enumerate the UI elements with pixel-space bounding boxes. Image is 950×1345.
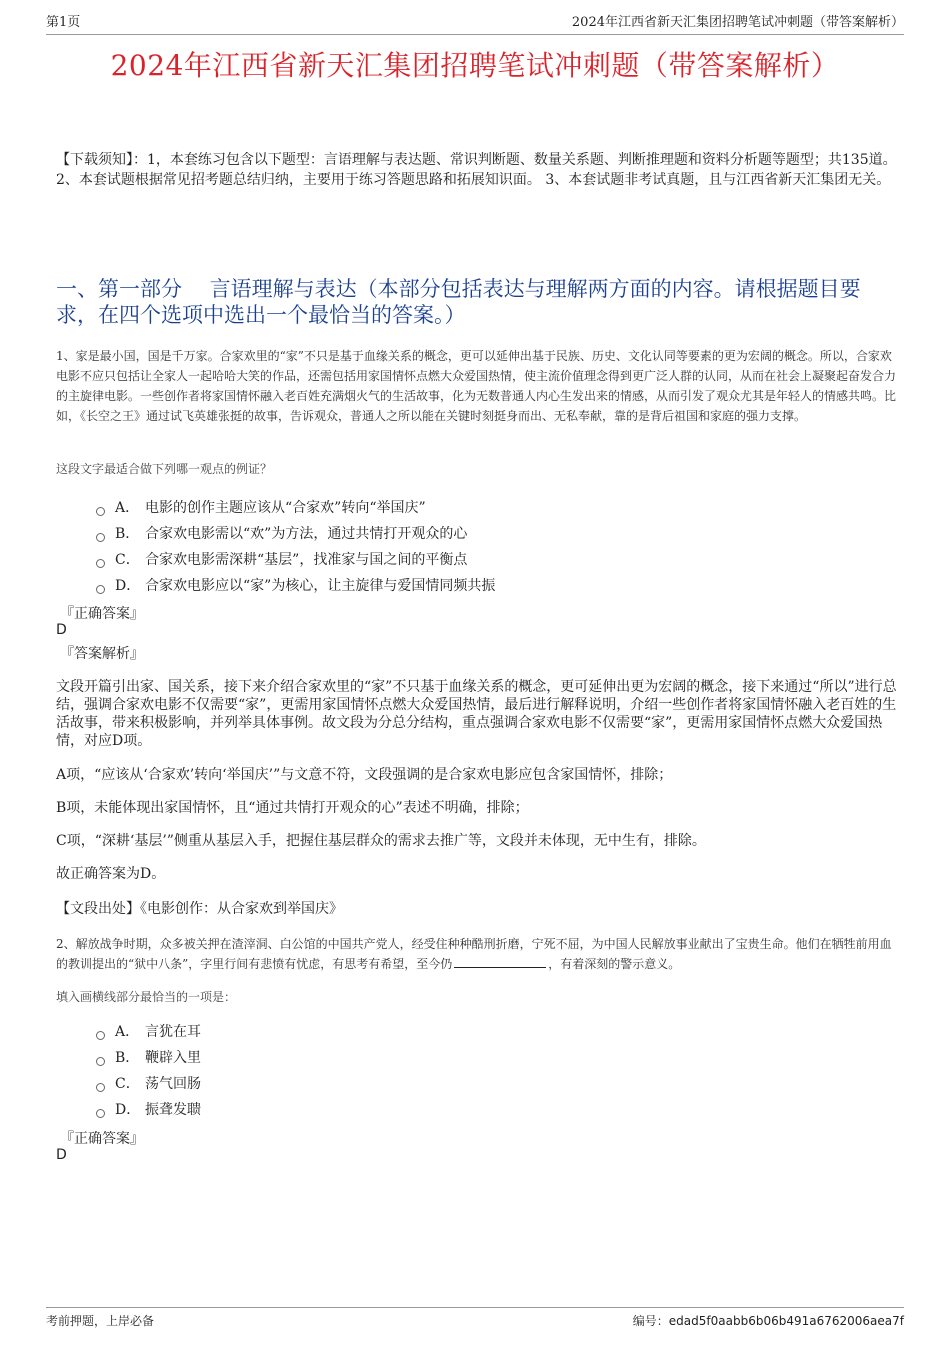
option-text: 振聋发聩 xyxy=(145,1102,201,1118)
question-1-stem: 这段文字最适合做下列哪一观点的例证？ xyxy=(56,462,273,476)
radio-icon[interactable] xyxy=(96,559,105,568)
radio-icon[interactable] xyxy=(96,1057,105,1066)
page-header xyxy=(46,14,904,35)
option-text: 合家欢电影需深耕“基层”，找准家与国之间的平衡点 xyxy=(145,552,468,568)
option-text: 合家欢电影需以“欢”为方法，通过共情打开观众的心 xyxy=(145,526,468,542)
option-text: 言犹在耳 xyxy=(145,1024,201,1040)
option-b[interactable]: B． 鞭辟入里 xyxy=(96,1044,856,1070)
footer-slogan: 考前押题，上岸必备 xyxy=(46,1314,155,1328)
section-heading: 一、第一部分 言语理解与表达（本部分包括表达与理解两方面的内容。请根据题目要求，在四个选项中选出一个最恰当的答案。） xyxy=(56,277,861,327)
correct-answer: D xyxy=(56,622,67,638)
page-title: 2024年江西省新天汇集团招聘笔试冲刺题（带答案解析） xyxy=(110,49,840,82)
analysis-option-b: B项，未能体现出家国情怀，且“通过共情打开观众的心”表述不明确，排除； xyxy=(56,800,529,816)
radio-icon[interactable] xyxy=(96,585,105,594)
option-a[interactable]: A． 电影的创作主题应该从“合家欢”转向“举国庆” xyxy=(96,494,856,520)
correct-answer: D xyxy=(56,1147,67,1163)
option-b[interactable]: B． 合家欢电影需以“欢”为方法，通过共情打开观众的心 xyxy=(96,520,856,546)
footer-code: 编号：edad5f0aabb6b06b491a6762006aea7f xyxy=(632,1314,904,1328)
option-text: 电影的创作主题应该从“合家欢”转向“举国庆” xyxy=(145,500,426,516)
option-text: 鞭辟入里 xyxy=(145,1050,201,1066)
passage-source: 【文段出处】《电影创作：从合家欢到举国庆》 xyxy=(56,901,343,917)
option-c[interactable]: C． 荡气回肠 xyxy=(96,1070,856,1096)
correct-answer-label: 『正确答案』 xyxy=(60,1131,144,1147)
radio-icon[interactable] xyxy=(96,533,105,542)
analysis-paragraph: 文段开篇引出家、国关系，接下来介绍合家欢里的“家”不只基于血缘关系的概念，更可延伸出更为宏阔的概念，接下来通过“所以”进行总结，强调合家欢电影不仅需要“家”，更需用家国情怀点燃大众爱国热情，最后进行解释说明，介绍一些创作者将家国情怀融入老百姓的生活故事，带来积极影响，并列举具体事例。故文段为分总分结构，重点强调合家欢电影不仅需要“家”，更需用家国情怀点燃大众爱国热情，对应D项。 xyxy=(56,679,897,749)
option-c[interactable]: C． 合家欢电影需深耕“基层”，找准家与国之间的平衡点 xyxy=(96,546,856,572)
analysis-option-c: C项，“深耕‘基层’”侧重从基层入手，把握住基层群众的需求去推广等，文段并未体现，无中生有，排除。 xyxy=(56,833,706,849)
radio-icon[interactable] xyxy=(96,1031,105,1040)
option-d[interactable]: D． 合家欢电影应以“家”为核心，让主旋律与爱国情同频共振 xyxy=(96,572,856,598)
radio-icon[interactable] xyxy=(96,507,105,516)
question-1-options xyxy=(96,494,856,598)
fill-blank xyxy=(454,967,546,968)
page-number: 第1页 xyxy=(46,15,81,30)
download-notice: 【下载须知】：1，本套练习包含以下题型：言语理解与表达题、常识判断题、数量关系题、判断推理题和资料分析题等题型；共135道。 2、本套试题根据常见招考题总结归纳，主要用于练习答题思路和拓展知识面。 3、本套试题非考试真题，且与江西省新天汇集团无关。 xyxy=(56,152,897,188)
correct-answer-label: 『正确答案』 xyxy=(60,606,144,622)
question-2-options xyxy=(96,1018,856,1122)
option-d[interactable]: D． 振聋发聩 xyxy=(96,1096,856,1122)
radio-icon[interactable] xyxy=(96,1109,105,1118)
page-footer xyxy=(46,1307,904,1334)
question-2-stem: 填入画横线部分最恰当的一项是： xyxy=(56,990,237,1004)
option-a[interactable]: A． 言犹在耳 xyxy=(96,1018,856,1044)
question-1-text: 1、家是最小国，国是千万家。合家欢里的“家”不只是基于血缘关系的概念，更可以延伸出基于民族、历史、文化认同等要素的更为宏阔的概念。所以，合家欢电影不应只包括让全家人一起哈哈大笑的作品，还需包括用家国情怀点燃大众爱国热情，使主流价值理念得到更广泛人群的认同，从而在社会上凝聚起奋发合力的主旋律电影。一些创作者将家国情怀融入老百姓充满烟火气的生活故事，化为无数普通人内心生发出来的情感，从而引发了观众尤其是年轻人的情感共鸣。比如，《长空之王》通过试飞英雄张挺的故事，告诉观众，普通人之所以能在关键时刻挺身而出、无私奉献，靠的是背后祖国和家庭的强力支撑。 xyxy=(56,349,897,423)
analysis-conclusion: 故正确答案为D。 xyxy=(56,866,166,882)
option-text: 荡气回肠 xyxy=(145,1076,201,1092)
question-2-text: 2、解放战争时期，众多被关押在渣滓洞、白公馆的中国共产党人，经受住种种酷刑折磨，宁死不屈，为中国人民解放事业献出了宝贵生命。他们在牺牲前用血的教训提出的“狱中八条”，字里行间有悲愤有忧虑，有思考有希望，至今仍 ，有着深刻的警示意义。 xyxy=(56,937,892,971)
analysis-label: 『答案解析』 xyxy=(60,646,144,662)
radio-icon[interactable] xyxy=(96,1083,105,1092)
option-text: 合家欢电影应以“家”为核心，让主旋律与爱国情同频共振 xyxy=(145,578,496,594)
analysis-option-a: A项，“应该从‘合家欢’转向‘举国庆’”与文意不符，文段强调的是合家欢电影应包含家国情怀，排除； xyxy=(56,767,673,783)
header-doc-title: 2024年江西省新天汇集团招聘笔试冲刺题（带答案解析） xyxy=(571,15,904,30)
